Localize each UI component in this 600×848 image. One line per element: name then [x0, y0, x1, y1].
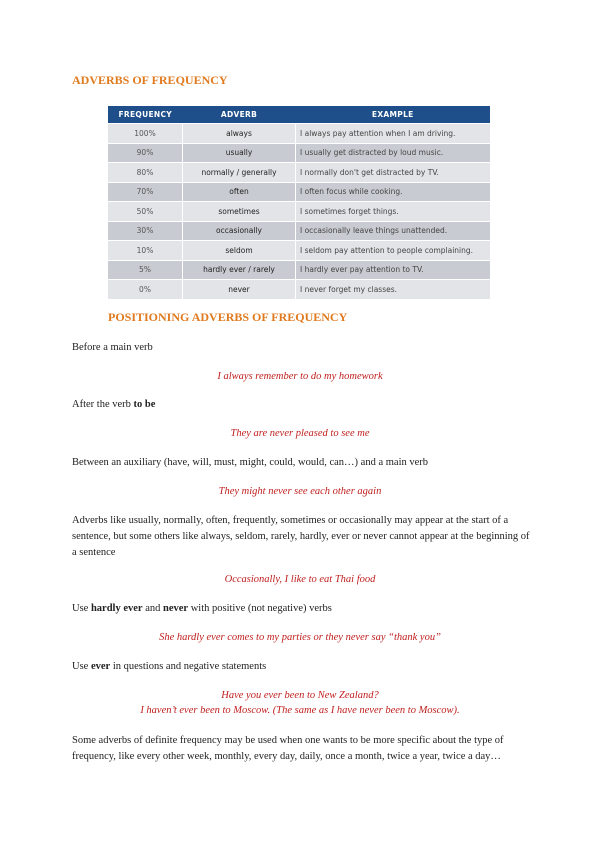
frequency-cell: 50%: [108, 202, 183, 222]
rule-keyword: never: [163, 603, 189, 614]
frequency-cell: 100%: [108, 124, 183, 144]
table-row: [108, 221, 490, 241]
example-auxiliary: They might never see each other again: [218, 486, 382, 497]
example-cell: I normally don't get distracted by TV.: [296, 163, 491, 183]
example-cell: I sometimes forget things.: [296, 202, 491, 222]
rule-after-to-be: [72, 397, 532, 413]
table-row: [108, 241, 490, 261]
rule-text: Use: [72, 603, 91, 614]
example-cell: I occasionally leave things unattended.: [296, 221, 491, 241]
adverb-cell: occasionally: [183, 221, 296, 241]
rule-text: in questions and negative statements: [110, 661, 267, 672]
rule-ever: [72, 659, 532, 675]
rule-sentence-start: Adverbs like usually, normally, often, frequently, sometimes or occasionally may appear at the start of a sentence, but some others like always, seldom, rarely, hardly, ever or never cannot appear at the beginning of a sentence: [72, 515, 530, 558]
table-header-row: [108, 106, 490, 124]
header-adverb: ADVERB: [183, 106, 296, 124]
table-row: [108, 280, 490, 299]
rule-definite-frequency: Some adverbs of definite frequency may be used when one wants to be more specific about the type of frequency, like every other week, monthly, every day, daily, once a month, twice a year, twice a day…: [72, 735, 504, 762]
adverb-cell: seldom: [183, 241, 296, 261]
rule-keyword: hardly ever: [90, 603, 143, 614]
rule-text: with positive (not negative) verbs: [188, 603, 332, 614]
example-before-main-verb: I always remember to do my homework: [217, 371, 383, 382]
example-ever-negative: I haven’t ever been to Moscow. (The same as I have never been to Moscow).: [140, 705, 460, 716]
example-hardly-ever-never: She hardly ever comes to my parties or they never say “thank you”: [159, 632, 441, 643]
adverb-cell: always: [183, 124, 296, 144]
frequency-cell: 30%: [108, 221, 183, 241]
frequency-cell: 10%: [108, 241, 183, 261]
rule-text: After the verb: [72, 399, 134, 410]
adverb-cell: usually: [183, 143, 296, 163]
rule-hardly-ever-never: [72, 601, 532, 617]
example-cell: I usually get distracted by loud music.: [296, 143, 491, 163]
table-row: [108, 124, 490, 144]
rule-text: and: [142, 603, 164, 614]
adverb-cell: normally / generally: [183, 163, 296, 183]
header-frequency: FREQUENCY: [108, 106, 183, 124]
example-cell: I always pay attention when I am driving.: [296, 124, 491, 144]
table-row: [108, 163, 490, 183]
rule-before-main-verb: Before a main verb: [72, 342, 153, 353]
adverb-cell: never: [183, 280, 296, 299]
table-row: [108, 143, 490, 163]
frequency-cell: 90%: [108, 143, 183, 163]
adverb-cell: hardly ever / rarely: [183, 260, 296, 280]
rule-text: Use: [72, 661, 91, 672]
example-cell: I never forget my classes.: [296, 280, 491, 299]
frequency-cell: 70%: [108, 182, 183, 202]
adverb-cell: sometimes: [183, 202, 296, 222]
rule-keyword: ever: [90, 661, 111, 672]
example-cell: I seldom pay attention to people complaining.: [296, 241, 491, 261]
table-row: [108, 260, 490, 280]
frequency-cell: 0%: [108, 280, 183, 299]
rule-keyword: to be: [133, 399, 156, 410]
frequency-table: [108, 106, 490, 299]
example-after-to-be: They are never pleased to see me: [230, 428, 370, 439]
frequency-cell: 5%: [108, 260, 183, 280]
adverb-cell: often: [183, 182, 296, 202]
section-subtitle: POSITIONING ADVERBS OF FREQUENCY: [108, 310, 348, 324]
example-cell: I often focus while cooking.: [296, 182, 491, 202]
example-ever-question: Have you ever been to New Zealand?: [221, 690, 379, 701]
table-row: [108, 202, 490, 222]
rule-auxiliary: Between an auxiliary (have, will, must, might, could, would, can…) and a main verb: [72, 457, 429, 468]
page-title: ADVERBS OF FREQUENCY: [72, 73, 228, 87]
table-row: [108, 182, 490, 202]
frequency-cell: 80%: [108, 163, 183, 183]
header-example: EXAMPLE: [296, 106, 491, 124]
example-sentence-start: Occasionally, I like to eat Thai food: [224, 574, 376, 585]
example-cell: I hardly ever pay attention to TV.: [296, 260, 491, 280]
